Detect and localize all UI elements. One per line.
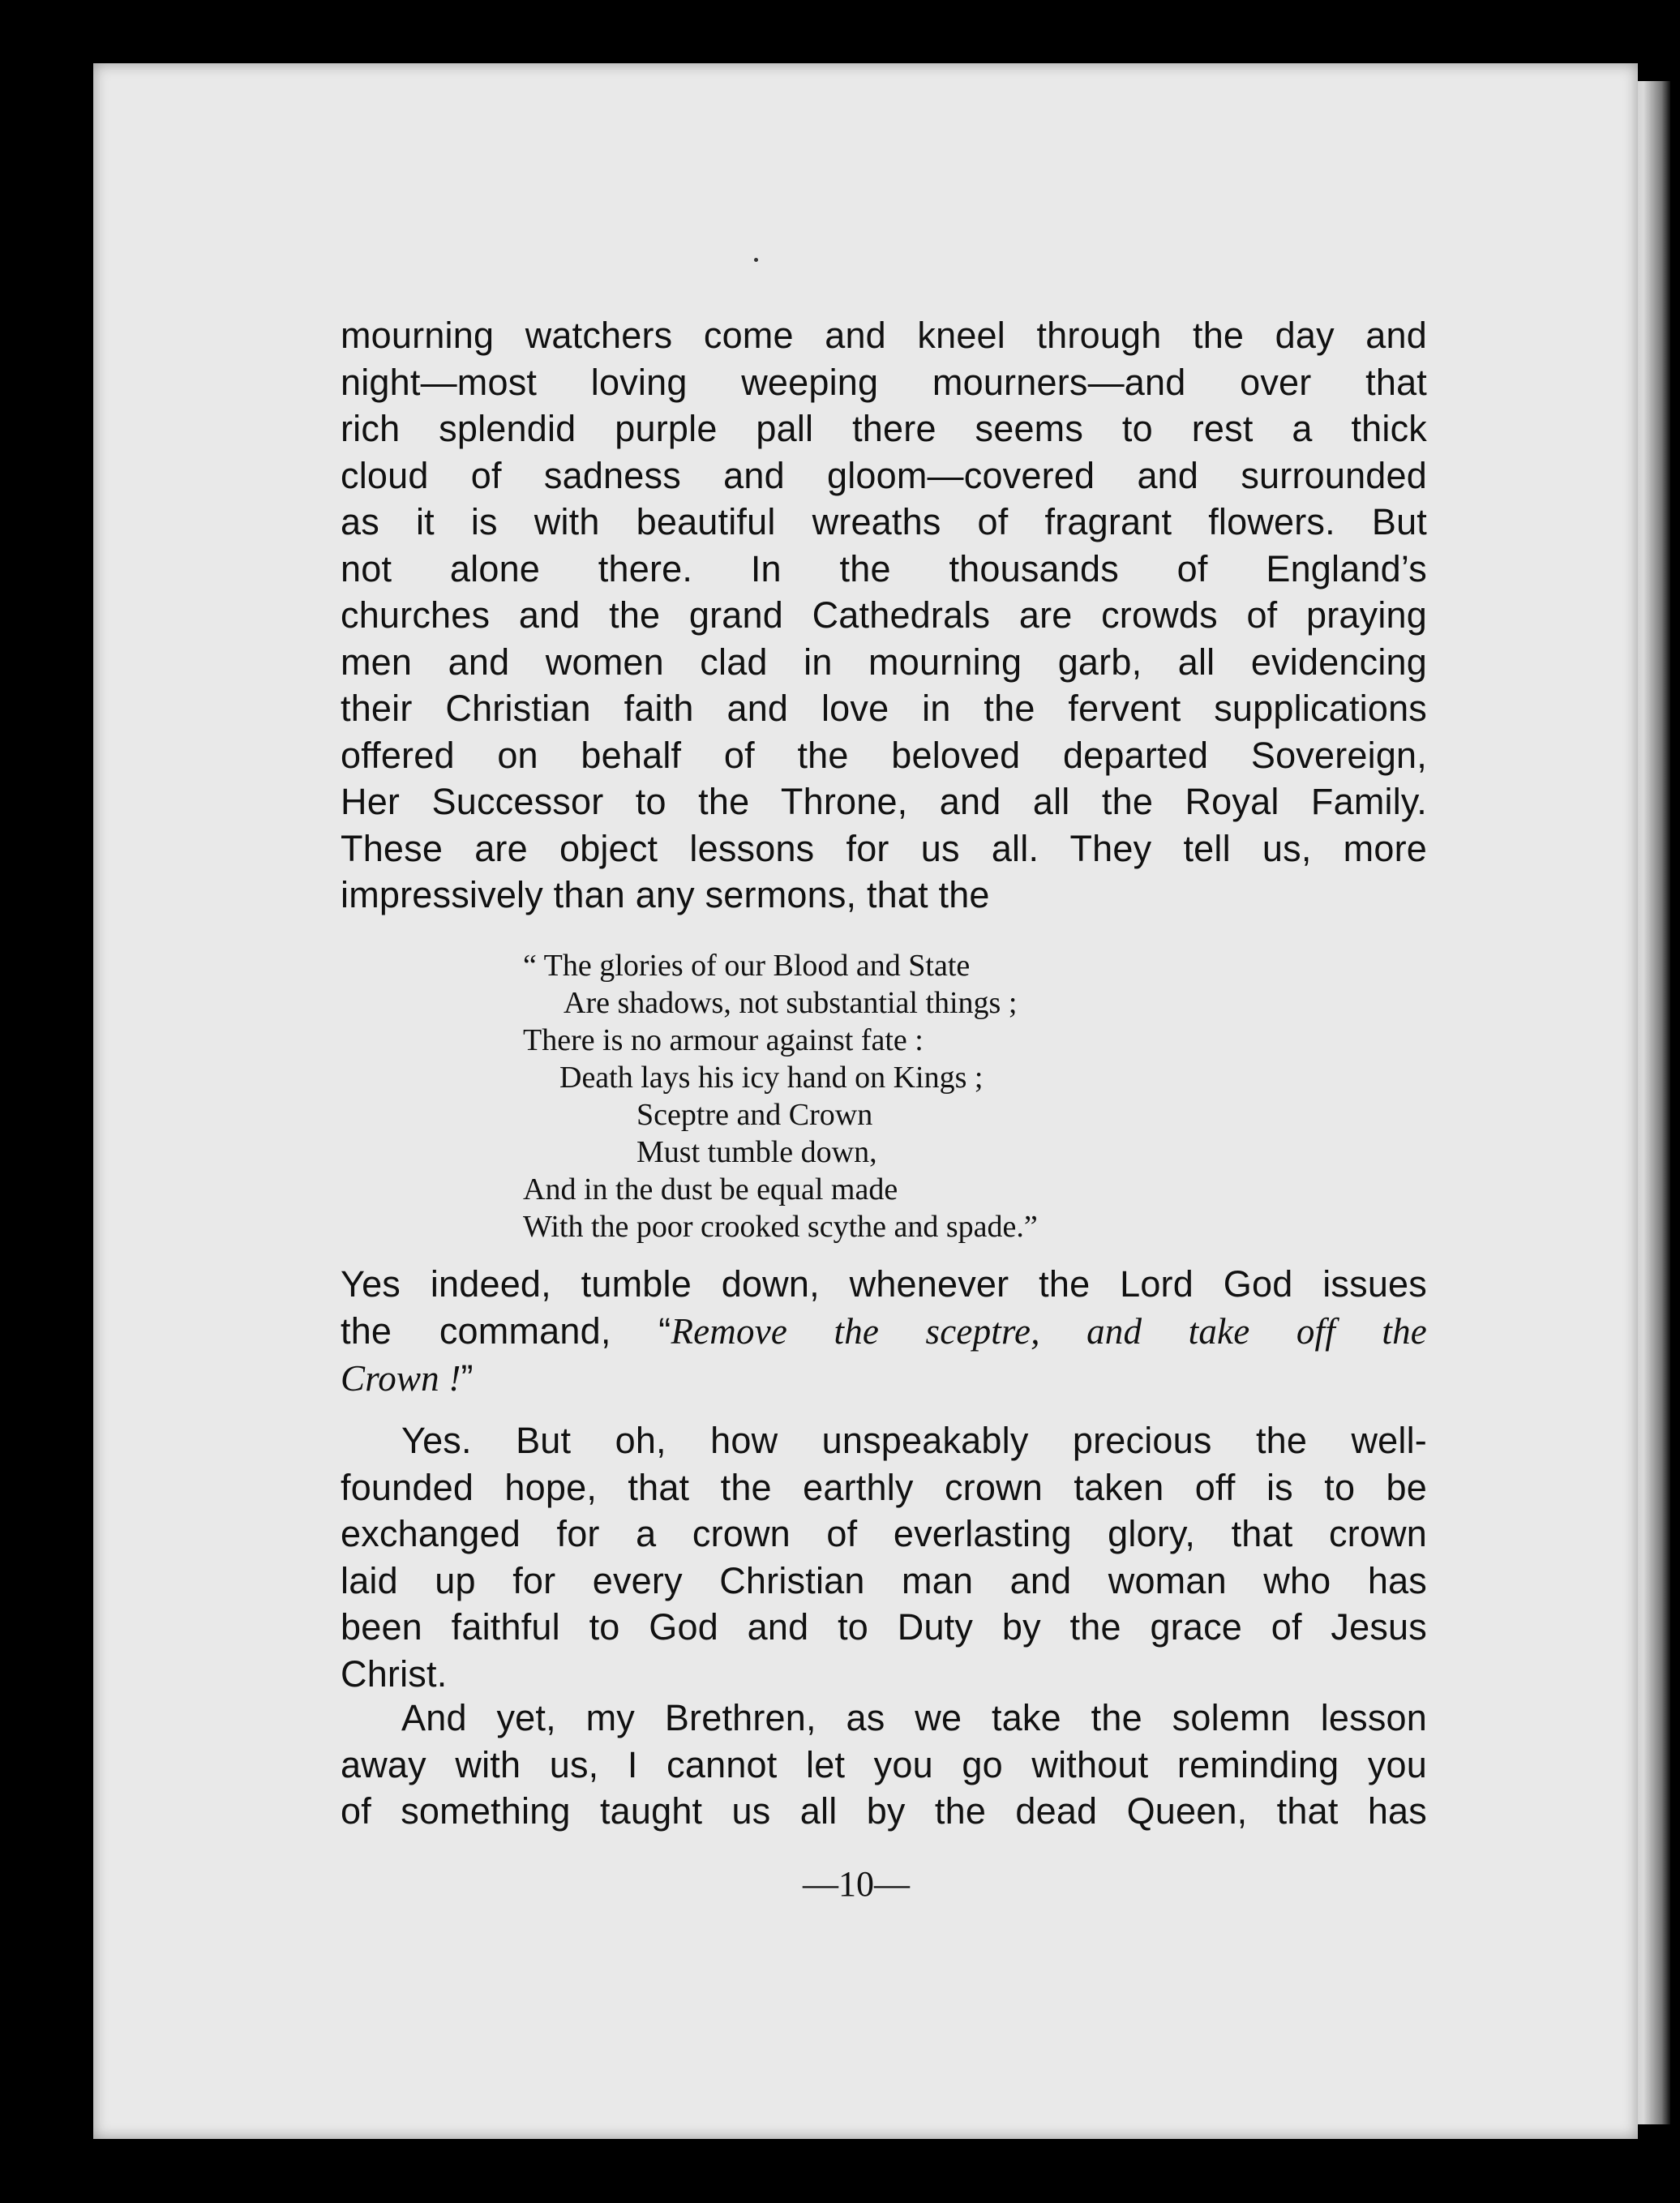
text-line: founded hope, that the earthly crown taken off is to be: [341, 1466, 1427, 1508]
text-line: Yes. But oh, how unspeakably precious the well-: [401, 1420, 1427, 1461]
poem-line: There is no armour against fate :: [523, 1023, 924, 1057]
paragraph-2-text: [341, 1261, 1427, 1403]
text-line: of something taught us all by the dead Queen, that has: [341, 1790, 1427, 1832]
italic-quote: Remove the sceptre, and take off the: [671, 1310, 1427, 1352]
speck: [754, 258, 758, 262]
text-line: These are object lessons for us all. They tell us, more: [341, 827, 1427, 869]
poem-line: Sceptre and Crown: [636, 1098, 873, 1132]
paragraph-1-text: [341, 312, 1427, 919]
text-line: rich splendid purple pall there seems to rest a thick: [341, 408, 1427, 449]
text-line: exchanged for a crown of everlasting glory, that crown: [341, 1513, 1427, 1554]
text-line: mourning watchers come and kneel through the day and: [341, 315, 1427, 356]
italic-quote: Crown !: [341, 1358, 461, 1399]
text-line: not alone there. In the thousands of England’s: [341, 547, 1427, 589]
text-line: [341, 1308, 1427, 1356]
text-line: men and women clad in mourning garb, all evidencing: [341, 641, 1427, 683]
poem-line: And in the dust be equal made: [523, 1172, 898, 1207]
text-line: Christ.: [341, 1652, 448, 1695]
text-line: impressively than any sermons, that the: [341, 874, 990, 915]
poem-quotation: [523, 947, 1038, 1245]
text-line: been faithful to God and to Duty by the grace of Jesus: [341, 1606, 1427, 1648]
text-line: offered on behalf of the beloved departed Sovereign,: [341, 734, 1427, 776]
poem-line: Are shadows, not substantial things ;: [564, 986, 1018, 1020]
text-run: ”: [461, 1357, 474, 1399]
page-number: —10—: [803, 1864, 910, 1904]
text-line: cloud of sadness and gloom—covered and surrounded: [341, 454, 1427, 496]
paragraph-3: [341, 1417, 1427, 1697]
paragraph-4: [341, 1695, 1427, 1835]
text-line: [341, 1355, 1427, 1403]
text-line: their Christian faith and love in the fervent supplications: [341, 688, 1427, 729]
paragraph-2: [341, 1261, 1427, 1403]
paragraph-3-text: [341, 1417, 1427, 1697]
poem-line: With the poor crooked scythe and spade.”: [523, 1210, 1038, 1244]
paragraph-1: [341, 312, 1427, 919]
text-line: Her Successor to the Throne, and all the Royal Family.: [341, 781, 1427, 822]
text-line: as it is with beautiful wreaths of fragrant flowers. But: [341, 501, 1427, 542]
text-line: churches and the grand Cathedrals are crowds of praying: [341, 594, 1427, 636]
poem-line: Must tumble down,: [636, 1135, 877, 1169]
text-line: Yes indeed, tumble down, whenever the Lord God issues: [341, 1263, 1427, 1305]
paragraph-4-text: [341, 1695, 1427, 1835]
text-line: laid up for every Christian man and woman who has: [341, 1559, 1427, 1601]
text-run: the command, “: [341, 1309, 671, 1352]
text-line: And yet, my Brethren, as we take the solemn lesson: [401, 1697, 1427, 1738]
text-line: night—most loving weeping mourners—and over that: [341, 361, 1427, 403]
text-line: away with us, I cannot let you go without reminding you: [341, 1743, 1427, 1785]
poem-line: “ The glories of our Blood and State: [523, 949, 971, 983]
poem-line: Death lays his icy hand on Kings ;: [559, 1061, 984, 1095]
